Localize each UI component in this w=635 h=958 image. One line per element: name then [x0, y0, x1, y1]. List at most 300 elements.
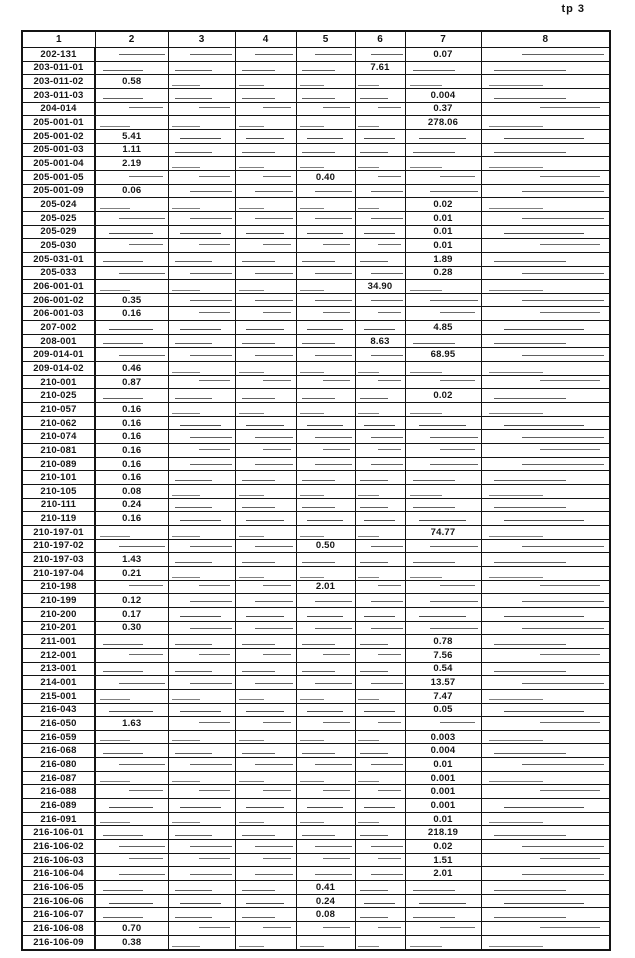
value-cell [235, 525, 296, 539]
value-cell: 0.28 [405, 266, 481, 280]
value-cell [95, 88, 168, 102]
value-cell [405, 307, 481, 321]
value-cell [355, 211, 405, 225]
value-cell [355, 129, 405, 143]
value-cell [481, 266, 610, 280]
value-cell [296, 403, 355, 417]
value-cell: 0.16 [95, 471, 168, 485]
value-cell [355, 703, 405, 717]
value-cell [405, 157, 481, 171]
value-cell [355, 75, 405, 89]
value-cell [481, 280, 610, 294]
value-cell [95, 771, 168, 785]
value-cell [168, 88, 235, 102]
value-cell [235, 785, 296, 799]
value-cell [481, 170, 610, 184]
table-row [22, 580, 610, 594]
value-cell [481, 894, 610, 908]
row-code-cell: 210-111 [22, 498, 95, 512]
value-cell [405, 403, 481, 417]
value-cell [481, 334, 610, 348]
table-row [22, 908, 610, 922]
value-cell [355, 621, 405, 635]
value-cell [168, 881, 235, 895]
row-code-cell: 216-106-06 [22, 894, 95, 908]
value-cell [405, 512, 481, 526]
value-cell [235, 266, 296, 280]
value-cell [481, 225, 610, 239]
value-cell: 0.21 [95, 566, 168, 580]
value-cell [296, 648, 355, 662]
value-cell [95, 881, 168, 895]
value-cell [235, 389, 296, 403]
row-code-cell: 205-029 [22, 225, 95, 239]
value-cell [405, 143, 481, 157]
value-cell: 0.01 [405, 211, 481, 225]
value-cell [168, 416, 235, 430]
value-cell [168, 744, 235, 758]
value-cell [405, 416, 481, 430]
row-code-cell: 205-024 [22, 198, 95, 212]
value-cell [95, 102, 168, 116]
value-cell [405, 184, 481, 198]
table-row [22, 362, 610, 376]
value-cell [235, 703, 296, 717]
value-cell [355, 744, 405, 758]
row-code-cell: 207-002 [22, 321, 95, 335]
value-cell [296, 430, 355, 444]
value-cell [481, 840, 610, 854]
value-cell: 0.16 [95, 307, 168, 321]
data-grid [21, 30, 611, 951]
value-cell [355, 935, 405, 950]
value-cell [95, 853, 168, 867]
value-cell [481, 116, 610, 130]
value-cell [95, 840, 168, 854]
value-cell [168, 102, 235, 116]
value-cell [481, 348, 610, 362]
value-cell [235, 457, 296, 471]
value-cell [355, 607, 405, 621]
value-cell [168, 498, 235, 512]
value-cell [405, 75, 481, 89]
table-row [22, 730, 610, 744]
table-row [22, 594, 610, 608]
value-cell [235, 48, 296, 62]
value-cell [355, 444, 405, 458]
table-row [22, 457, 610, 471]
value-cell [355, 116, 405, 130]
value-cell: 0.01 [405, 225, 481, 239]
value-cell [235, 280, 296, 294]
value-cell [355, 894, 405, 908]
value-cell [405, 170, 481, 184]
value-cell [95, 867, 168, 881]
value-cell [481, 594, 610, 608]
value-cell [235, 403, 296, 417]
value-cell [235, 211, 296, 225]
value-cell [355, 525, 405, 539]
value-cell [405, 607, 481, 621]
value-cell [168, 485, 235, 499]
value-cell [355, 485, 405, 499]
value-cell [95, 239, 168, 253]
value-cell [355, 826, 405, 840]
value-cell [168, 635, 235, 649]
value-cell: 0.87 [95, 375, 168, 389]
value-cell [481, 471, 610, 485]
value-cell: 218.19 [405, 826, 481, 840]
table-row [22, 416, 610, 430]
value-cell [481, 362, 610, 376]
value-cell [355, 307, 405, 321]
value-cell [235, 662, 296, 676]
value-cell [235, 293, 296, 307]
value-cell [355, 553, 405, 567]
table-row [22, 662, 610, 676]
value-cell [481, 457, 610, 471]
value-cell [95, 389, 168, 403]
value-cell [355, 689, 405, 703]
value-cell [296, 211, 355, 225]
value-cell [95, 539, 168, 553]
table-row [22, 689, 610, 703]
column-header: 8 [481, 31, 610, 48]
value-cell [481, 771, 610, 785]
table-row [22, 471, 610, 485]
table-row [22, 635, 610, 649]
value-cell [235, 935, 296, 950]
value-cell [481, 321, 610, 335]
value-cell [355, 566, 405, 580]
value-cell [481, 102, 610, 116]
value-cell [168, 184, 235, 198]
value-cell [405, 594, 481, 608]
value-cell [235, 908, 296, 922]
value-cell [355, 580, 405, 594]
value-cell [355, 157, 405, 171]
value-cell: 0.16 [95, 457, 168, 471]
value-cell [405, 881, 481, 895]
value-cell [296, 348, 355, 362]
row-code-cell: 205-001-03 [22, 143, 95, 157]
value-cell [481, 703, 610, 717]
value-cell [355, 403, 405, 417]
table-row [22, 280, 610, 294]
table-row [22, 102, 610, 116]
table-row [22, 225, 610, 239]
value-cell [296, 621, 355, 635]
value-cell [481, 48, 610, 62]
value-cell [235, 334, 296, 348]
value-cell [235, 252, 296, 266]
table-row [22, 512, 610, 526]
row-code-cell: 205-030 [22, 239, 95, 253]
value-cell [235, 894, 296, 908]
value-cell [481, 881, 610, 895]
row-code-cell: 210-199 [22, 594, 95, 608]
value-cell [481, 416, 610, 430]
row-code-cell: 205-001-01 [22, 116, 95, 130]
value-cell [481, 184, 610, 198]
value-cell [481, 157, 610, 171]
table-row [22, 75, 610, 89]
value-cell [95, 61, 168, 75]
value-cell [95, 799, 168, 813]
value-cell [355, 676, 405, 690]
value-cell [481, 293, 610, 307]
table-row [22, 648, 610, 662]
value-cell [95, 689, 168, 703]
value-cell [481, 853, 610, 867]
value-cell [235, 225, 296, 239]
value-cell [481, 566, 610, 580]
column-header-row [22, 31, 610, 48]
value-cell [296, 307, 355, 321]
value-cell [355, 922, 405, 936]
value-cell [296, 293, 355, 307]
value-cell [405, 471, 481, 485]
value-cell [405, 444, 481, 458]
value-cell [235, 717, 296, 731]
row-code-cell: 210-089 [22, 457, 95, 471]
value-cell: 68.95 [405, 348, 481, 362]
table-row [22, 894, 610, 908]
value-cell: 0.58 [95, 75, 168, 89]
value-cell [296, 457, 355, 471]
value-cell [355, 498, 405, 512]
value-cell [481, 525, 610, 539]
row-code-cell: 210-074 [22, 430, 95, 444]
row-code-cell: 214-001 [22, 676, 95, 690]
table-row [22, 881, 610, 895]
column-header: 2 [95, 31, 168, 48]
column-header: 6 [355, 31, 405, 48]
value-cell: 0.16 [95, 416, 168, 430]
value-cell [405, 61, 481, 75]
row-code-cell: 216-068 [22, 744, 95, 758]
value-cell: 0.08 [95, 485, 168, 499]
value-cell: 0.07 [405, 48, 481, 62]
value-cell [481, 198, 610, 212]
value-cell [296, 607, 355, 621]
value-cell [481, 867, 610, 881]
value-cell [296, 771, 355, 785]
row-code-cell: 210-200 [22, 607, 95, 621]
value-cell [296, 75, 355, 89]
value-cell: 0.37 [405, 102, 481, 116]
row-code-cell: 216-089 [22, 799, 95, 813]
table-row [22, 116, 610, 130]
value-cell [235, 512, 296, 526]
value-cell [235, 922, 296, 936]
table-row [22, 566, 610, 580]
value-cell [235, 61, 296, 75]
value-cell [235, 498, 296, 512]
page-number-label: tp 3 [561, 3, 585, 15]
value-cell [168, 430, 235, 444]
value-cell: 0.05 [405, 703, 481, 717]
value-cell [355, 375, 405, 389]
value-cell [296, 676, 355, 690]
value-cell [296, 867, 355, 881]
value-cell [95, 662, 168, 676]
table-row [22, 935, 610, 950]
value-cell [481, 252, 610, 266]
value-cell [95, 225, 168, 239]
value-cell [481, 922, 610, 936]
row-code-cell: 209-014-02 [22, 362, 95, 376]
value-cell [296, 416, 355, 430]
row-code-cell: 210-025 [22, 389, 95, 403]
table-row [22, 129, 610, 143]
value-cell [405, 280, 481, 294]
value-cell: 0.02 [405, 840, 481, 854]
value-cell [235, 485, 296, 499]
value-cell [481, 785, 610, 799]
value-cell [235, 621, 296, 635]
table-row [22, 785, 610, 799]
value-cell [95, 252, 168, 266]
row-code-cell: 205-001-09 [22, 184, 95, 198]
table-row [22, 430, 610, 444]
value-cell [481, 717, 610, 731]
row-code-cell: 210-101 [22, 471, 95, 485]
value-cell [235, 198, 296, 212]
value-cell: 278.06 [405, 116, 481, 130]
value-cell [168, 512, 235, 526]
value-cell [235, 348, 296, 362]
value-cell [235, 539, 296, 553]
value-cell [168, 539, 235, 553]
value-cell: 0.54 [405, 662, 481, 676]
row-code-cell: 210-062 [22, 416, 95, 430]
value-cell [481, 935, 610, 950]
value-cell: 1.63 [95, 717, 168, 731]
value-cell [481, 143, 610, 157]
value-cell [355, 88, 405, 102]
value-cell [235, 170, 296, 184]
value-cell [235, 416, 296, 430]
value-cell [168, 867, 235, 881]
value-cell [235, 471, 296, 485]
value-cell [296, 840, 355, 854]
value-cell: 0.16 [95, 403, 168, 417]
value-cell [168, 170, 235, 184]
value-cell [95, 48, 168, 62]
table-row [22, 48, 610, 62]
value-cell [235, 867, 296, 881]
value-cell [355, 348, 405, 362]
value-cell [481, 485, 610, 499]
value-cell [168, 894, 235, 908]
value-cell [95, 676, 168, 690]
row-code-cell: 216-080 [22, 758, 95, 772]
value-cell [168, 157, 235, 171]
value-cell [235, 184, 296, 198]
table-row [22, 867, 610, 881]
value-cell [168, 771, 235, 785]
value-cell: 0.02 [405, 198, 481, 212]
table-row [22, 553, 610, 567]
table-row [22, 744, 610, 758]
value-cell [168, 730, 235, 744]
value-cell [355, 471, 405, 485]
value-cell [355, 730, 405, 744]
value-cell: 2.19 [95, 157, 168, 171]
row-code-cell: 203-011-02 [22, 75, 95, 89]
value-cell [168, 689, 235, 703]
row-code-cell: 213-001 [22, 662, 95, 676]
value-cell: 2.01 [405, 867, 481, 881]
value-cell: 0.24 [95, 498, 168, 512]
value-cell [355, 771, 405, 785]
value-cell: 0.08 [296, 908, 355, 922]
value-cell [95, 908, 168, 922]
row-code-cell: 210-105 [22, 485, 95, 499]
value-cell: 7.47 [405, 689, 481, 703]
row-code-cell: 210-081 [22, 444, 95, 458]
value-cell [355, 389, 405, 403]
table-row [22, 607, 610, 621]
value-cell: 0.46 [95, 362, 168, 376]
table-header [22, 31, 610, 48]
value-cell [296, 553, 355, 567]
value-cell [296, 61, 355, 75]
value-cell [235, 648, 296, 662]
value-cell [296, 594, 355, 608]
value-cell [168, 525, 235, 539]
row-code-cell: 216-106-09 [22, 935, 95, 950]
value-cell [296, 935, 355, 950]
value-cell [296, 498, 355, 512]
value-cell [405, 334, 481, 348]
table-row [22, 239, 610, 253]
value-cell [235, 799, 296, 813]
value-cell [235, 853, 296, 867]
value-cell [168, 922, 235, 936]
value-cell [95, 280, 168, 294]
value-cell [168, 785, 235, 799]
value-cell [355, 266, 405, 280]
value-cell [235, 881, 296, 895]
row-code-cell: 206-001-02 [22, 293, 95, 307]
value-cell: 0.16 [95, 444, 168, 458]
value-cell [168, 334, 235, 348]
value-cell [168, 812, 235, 826]
row-code-cell: 203-011-03 [22, 88, 95, 102]
value-cell [296, 689, 355, 703]
value-cell [355, 48, 405, 62]
value-cell [296, 48, 355, 62]
value-cell [296, 744, 355, 758]
value-cell [296, 266, 355, 280]
value-cell [95, 785, 168, 799]
value-cell [168, 471, 235, 485]
row-code-cell: 216-106-07 [22, 908, 95, 922]
value-cell [481, 744, 610, 758]
value-cell: 7.56 [405, 648, 481, 662]
value-cell [296, 444, 355, 458]
value-cell [481, 403, 610, 417]
table-row [22, 293, 610, 307]
value-cell: 0.30 [95, 621, 168, 635]
value-cell [355, 758, 405, 772]
value-cell: 0.38 [95, 935, 168, 950]
value-cell [481, 812, 610, 826]
value-cell [235, 689, 296, 703]
value-cell [168, 266, 235, 280]
